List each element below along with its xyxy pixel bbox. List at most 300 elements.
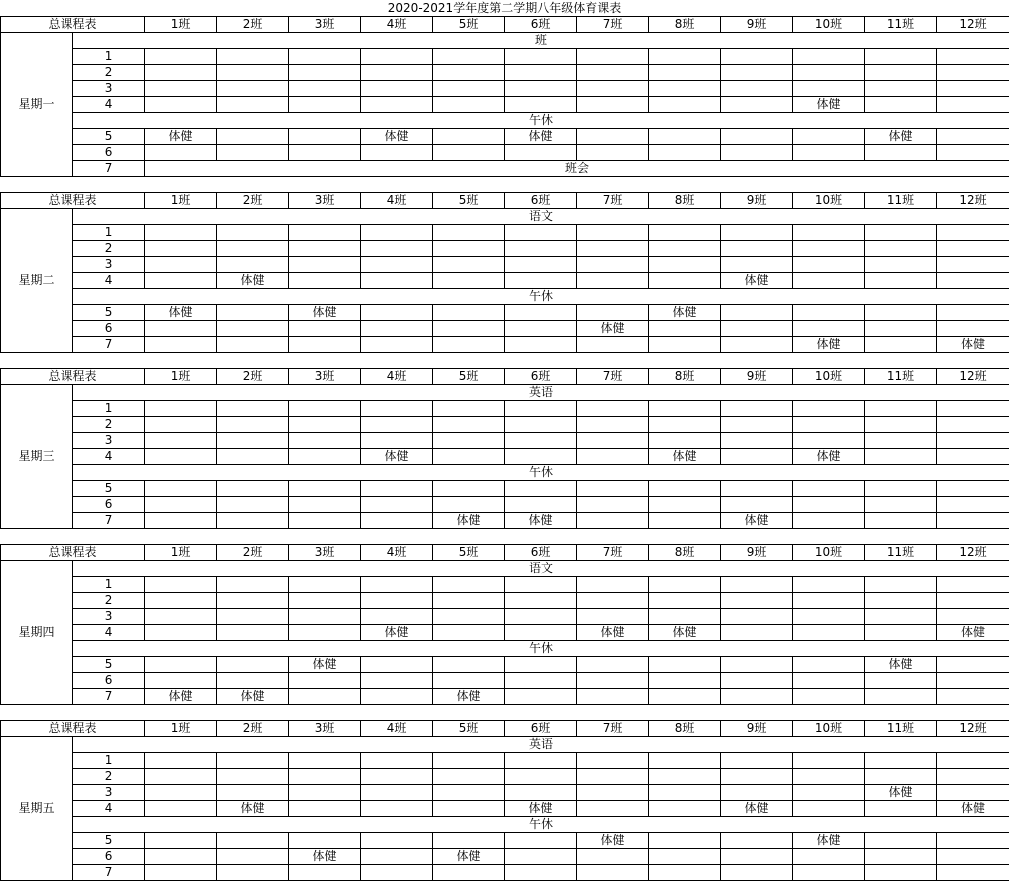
schedule-cell: [505, 785, 577, 801]
period-row: [1, 241, 1009, 257]
class-header: 6班: [505, 369, 577, 385]
schedule-cell: 体健: [145, 129, 217, 145]
schedule-cell: [361, 433, 433, 449]
schedule-cell: [865, 833, 937, 849]
schedule-cell: [217, 593, 289, 609]
schedule-cell: [937, 321, 1009, 337]
period-row: [1, 273, 1009, 289]
period-row: [1, 753, 1009, 769]
schedule-cell: [649, 769, 721, 785]
schedule-cell: 体健: [793, 97, 865, 113]
schedule-cell: [505, 145, 577, 161]
schedule-cell: [865, 225, 937, 241]
period-row: [1, 65, 1009, 81]
class-header: 11班: [865, 17, 937, 33]
schedule-cell: [361, 337, 433, 353]
schedule-cell: [577, 225, 649, 241]
period-row: [1, 81, 1009, 97]
schedule-cell: [865, 65, 937, 81]
schedule-cell: [793, 417, 865, 433]
period-number: 1: [73, 49, 145, 65]
schedule-cell: [505, 273, 577, 289]
schedule-cell: [577, 337, 649, 353]
schedule-cell: [505, 257, 577, 273]
schedule-cell: 体健: [361, 625, 433, 641]
schedule-cell: 体健: [577, 625, 649, 641]
period-number: 7: [73, 689, 145, 705]
schedule-cell: [721, 321, 793, 337]
schedule-cell: [433, 129, 505, 145]
schedule-cell: [217, 753, 289, 769]
schedule-cell: 体健: [289, 305, 361, 321]
top-label: 语文: [73, 561, 1009, 577]
schedule-cell: [865, 49, 937, 65]
class-header: 9班: [721, 17, 793, 33]
schedule-cell: [721, 65, 793, 81]
schedule-cell: [793, 753, 865, 769]
schedule-cell: [649, 273, 721, 289]
corner-label: 总课程表: [1, 193, 145, 209]
class-header: 3班: [289, 369, 361, 385]
period-number: 4: [73, 449, 145, 465]
schedule-cell: [361, 609, 433, 625]
schedule-cell: [577, 49, 649, 65]
schedule-cell: 体健: [289, 849, 361, 865]
schedule-cell: [361, 81, 433, 97]
schedule-cell: [217, 673, 289, 689]
schedule-cell: 体健: [433, 689, 505, 705]
schedule-cell: [721, 609, 793, 625]
period-row: [1, 321, 1009, 337]
header-row: [1, 545, 1009, 561]
top-label: 英语: [73, 737, 1009, 753]
schedule-cell: [289, 129, 361, 145]
schedule-cell: [721, 865, 793, 881]
schedule-cell: [361, 225, 433, 241]
schedule-cell: [289, 593, 361, 609]
schedule-cell: [649, 577, 721, 593]
schedule-cell: [721, 241, 793, 257]
schedule-cell: [217, 577, 289, 593]
schedule-cell: [793, 257, 865, 273]
header-row: [1, 721, 1009, 737]
schedule-cell: [721, 449, 793, 465]
schedule-cell: [577, 81, 649, 97]
schedule-cell: [145, 401, 217, 417]
period-number: 1: [73, 577, 145, 593]
period-number: 2: [73, 769, 145, 785]
schedule-cell: [721, 785, 793, 801]
schedule-cell: [289, 65, 361, 81]
schedule-cell: [289, 273, 361, 289]
schedule-cell: [433, 337, 505, 353]
schedule-cell: [433, 241, 505, 257]
schedule-cell: [145, 577, 217, 593]
period-row: [1, 145, 1009, 161]
period-number: 4: [73, 273, 145, 289]
schedule-cell: [505, 65, 577, 81]
period-number: 3: [73, 785, 145, 801]
period-row: [1, 577, 1009, 593]
period-number: 5: [73, 305, 145, 321]
schedule-cell: [217, 433, 289, 449]
schedule-cell: [433, 81, 505, 97]
schedule-cell: [937, 577, 1009, 593]
schedule-cell: [145, 257, 217, 273]
schedule-cell: [865, 257, 937, 273]
schedule-cell: [649, 81, 721, 97]
period-number: 7: [73, 337, 145, 353]
schedule-cell: [865, 273, 937, 289]
schedule-cell: [721, 689, 793, 705]
period-row: [1, 801, 1009, 817]
schedule-cell: [145, 449, 217, 465]
schedule-cell: [793, 577, 865, 593]
class-header: 2班: [217, 369, 289, 385]
schedule-cell: [217, 337, 289, 353]
schedule-cell: [289, 49, 361, 65]
schedule-cell: [577, 481, 649, 497]
schedule-cell: [145, 753, 217, 769]
schedule-cell: [289, 497, 361, 513]
schedule-cell: [649, 673, 721, 689]
schedule-cell: [793, 657, 865, 673]
period-row: [1, 225, 1009, 241]
schedule-cell: 体健: [217, 689, 289, 705]
schedule-cell: [937, 401, 1009, 417]
period-number: 3: [73, 609, 145, 625]
schedule-cell: [649, 497, 721, 513]
schedule-cell: [721, 657, 793, 673]
schedule-cell: [937, 225, 1009, 241]
schedule-cell: [865, 673, 937, 689]
schedule-cell: 体健: [865, 657, 937, 673]
schedule-cell: [937, 513, 1009, 529]
schedule-cell: [577, 769, 649, 785]
schedule-cell: [793, 785, 865, 801]
class-header: 12班: [937, 545, 1009, 561]
schedule-cell: [361, 305, 433, 321]
schedule-cell: 体健: [721, 801, 793, 817]
schedule-cell: [865, 401, 937, 417]
period-row: [1, 769, 1009, 785]
schedule-cell: 体健: [721, 273, 793, 289]
period-number: 7: [73, 161, 145, 177]
schedule-cell: [217, 449, 289, 465]
schedule-cell: [793, 865, 865, 881]
class-header: 12班: [937, 193, 1009, 209]
schedule-cell: [433, 593, 505, 609]
schedule-cell: [289, 241, 361, 257]
schedule-cell: [433, 497, 505, 513]
schedule-cell: [937, 305, 1009, 321]
period-number: 6: [73, 321, 145, 337]
period-row: [1, 97, 1009, 113]
schedule-cell: [793, 129, 865, 145]
schedule-cell: [361, 417, 433, 433]
lunch-label: 午休: [73, 289, 1009, 305]
schedule-cell: [649, 433, 721, 449]
class-header: 6班: [505, 721, 577, 737]
class-header: 9班: [721, 721, 793, 737]
schedule-cell: 体健: [865, 129, 937, 145]
schedule-cell: [649, 49, 721, 65]
period-number: 1: [73, 401, 145, 417]
class-header: 4班: [361, 545, 433, 561]
schedule-cell: [865, 801, 937, 817]
period-number: 4: [73, 801, 145, 817]
class-header: 4班: [361, 721, 433, 737]
schedule-cell: [361, 497, 433, 513]
schedule-cell: [145, 81, 217, 97]
schedule-cell: [433, 305, 505, 321]
corner-label: 总课程表: [1, 545, 145, 561]
class-header: 10班: [793, 545, 865, 561]
schedule-cell: [865, 145, 937, 161]
schedule-cell: [937, 609, 1009, 625]
schedule-cell: [577, 609, 649, 625]
class-header: 7班: [577, 17, 649, 33]
schedule-cell: [145, 625, 217, 641]
schedule-cell: [145, 145, 217, 161]
schedule-cell: [145, 417, 217, 433]
schedule-cell: [793, 593, 865, 609]
schedule-cell: [721, 97, 793, 113]
period-number: 6: [73, 849, 145, 865]
schedule-cell: [865, 849, 937, 865]
schedule-cell: [721, 769, 793, 785]
schedule-cell: [289, 337, 361, 353]
class-header: 3班: [289, 17, 361, 33]
schedule-cell: [577, 689, 649, 705]
schedule-cell: [505, 225, 577, 241]
period-row: [1, 657, 1009, 673]
period-row: [1, 305, 1009, 321]
lunch-row: [1, 817, 1009, 833]
schedule-cell: 体健: [145, 305, 217, 321]
period-row: [1, 497, 1009, 513]
class-header: 4班: [361, 193, 433, 209]
schedule-cell: [937, 49, 1009, 65]
class-header: 4班: [361, 369, 433, 385]
schedule-cell: 体健: [649, 305, 721, 321]
period-number: 1: [73, 753, 145, 769]
schedule-cell: 体健: [793, 449, 865, 465]
class-header: 2班: [217, 193, 289, 209]
schedule-cell: [433, 673, 505, 689]
schedule-cell: [433, 97, 505, 113]
schedule-cell: [289, 673, 361, 689]
schedule-cell: [649, 785, 721, 801]
schedule-cell: [145, 657, 217, 673]
lunch-row: [1, 289, 1009, 305]
schedule-cell: [649, 801, 721, 817]
schedule-cell: [433, 401, 505, 417]
class-header: 8班: [649, 545, 721, 561]
schedule-cell: [217, 321, 289, 337]
lunch-row: [1, 641, 1009, 657]
schedule-cell: [217, 833, 289, 849]
period-row: [1, 337, 1009, 353]
schedule-cell: 体健: [505, 129, 577, 145]
schedule-cell: [217, 145, 289, 161]
schedule-cell: [433, 433, 505, 449]
schedule-cell: [937, 865, 1009, 881]
schedule-cell: 体健: [649, 449, 721, 465]
class-header: 1班: [145, 17, 217, 33]
schedule-cell: [793, 305, 865, 321]
schedule-cell: [577, 97, 649, 113]
schedule-cell: [289, 321, 361, 337]
schedule-cell: [865, 689, 937, 705]
schedule-cell: [361, 753, 433, 769]
day-name: 星期五: [1, 737, 73, 881]
schedule-cell: [361, 769, 433, 785]
schedule-cell: [577, 801, 649, 817]
period-row: [1, 865, 1009, 881]
schedule-cell: [505, 49, 577, 65]
schedule-cell: [793, 321, 865, 337]
class-header: 6班: [505, 193, 577, 209]
schedule-cell: [505, 481, 577, 497]
header-row: [1, 369, 1009, 385]
schedule-cell: [937, 833, 1009, 849]
schedule-cell: 体健: [865, 785, 937, 801]
schedule-cell: [505, 865, 577, 881]
schedule-cell: [289, 513, 361, 529]
schedule-cell: [217, 257, 289, 273]
schedule-cell: [433, 753, 505, 769]
schedule-cell: [505, 577, 577, 593]
merged-activity: 班会: [145, 161, 1009, 177]
schedule-cell: [649, 97, 721, 113]
schedule-cell: [793, 801, 865, 817]
schedule-cell: [649, 833, 721, 849]
schedule-cell: [721, 257, 793, 273]
class-header: 2班: [217, 17, 289, 33]
period-number: 5: [73, 657, 145, 673]
schedule-cell: [937, 753, 1009, 769]
schedule-cell: [865, 753, 937, 769]
schedule-cell: [865, 433, 937, 449]
period-number: 4: [73, 97, 145, 113]
schedule-cell: [721, 433, 793, 449]
schedule-cell: [145, 769, 217, 785]
class-header: 1班: [145, 545, 217, 561]
schedule-cell: [505, 849, 577, 865]
schedule-cell: [793, 689, 865, 705]
schedule-cell: [649, 145, 721, 161]
schedule-cell: [793, 609, 865, 625]
period-number: 2: [73, 593, 145, 609]
schedule-cell: [289, 417, 361, 433]
schedule-cell: [793, 497, 865, 513]
schedule-cell: 体健: [937, 337, 1009, 353]
schedule-cell: [865, 769, 937, 785]
schedule-cell: [361, 593, 433, 609]
schedule-cell: [937, 769, 1009, 785]
schedule-cell: [433, 417, 505, 433]
schedule-cell: 体健: [217, 801, 289, 817]
schedule-cell: [505, 81, 577, 97]
schedule-cell: [217, 657, 289, 673]
schedule-cell: [937, 97, 1009, 113]
corner-label: 总课程表: [1, 369, 145, 385]
schedule-cell: [289, 257, 361, 273]
schedule-cell: [721, 625, 793, 641]
schedule-cell: [145, 833, 217, 849]
schedule-cell: [217, 865, 289, 881]
period-row: [1, 161, 1009, 177]
schedule-cell: [361, 833, 433, 849]
schedule-cell: [937, 241, 1009, 257]
schedule-cell: [289, 81, 361, 97]
schedule-cell: [793, 225, 865, 241]
schedule-cell: [721, 481, 793, 497]
schedule-cell: [721, 673, 793, 689]
schedule-cell: [721, 81, 793, 97]
class-header: 2班: [217, 721, 289, 737]
schedule-cell: [145, 65, 217, 81]
schedule-cell: [937, 81, 1009, 97]
schedule-cell: [289, 449, 361, 465]
schedule-cell: [361, 513, 433, 529]
schedule-cell: [793, 481, 865, 497]
schedule-cell: 体健: [145, 689, 217, 705]
schedule-cell: [433, 577, 505, 593]
schedule-cell: [433, 609, 505, 625]
blank-separator: [0, 528, 1009, 544]
schedule-cell: [433, 785, 505, 801]
schedule-cell: [937, 849, 1009, 865]
schedule-cell: [505, 673, 577, 689]
top-label: 英语: [73, 385, 1009, 401]
class-header: 11班: [865, 545, 937, 561]
class-header: 10班: [793, 193, 865, 209]
schedule-cell: [289, 97, 361, 113]
top-label: 班: [73, 33, 1009, 49]
period-number: 3: [73, 433, 145, 449]
schedule-cell: [289, 145, 361, 161]
schedule-cell: [937, 785, 1009, 801]
schedule-cell: [145, 609, 217, 625]
schedule-cell: [433, 49, 505, 65]
schedule-cell: [433, 833, 505, 849]
schedule-cell: [217, 49, 289, 65]
day-table: [0, 720, 1009, 881]
schedule-cell: [505, 417, 577, 433]
schedule-cell: [289, 433, 361, 449]
lunch-label: 午休: [73, 641, 1009, 657]
schedule-cell: [649, 241, 721, 257]
schedule-cell: [721, 497, 793, 513]
schedule-cell: [793, 49, 865, 65]
class-header: 4班: [361, 17, 433, 33]
period-number: 5: [73, 833, 145, 849]
schedule-cell: [505, 401, 577, 417]
schedule-cell: [865, 609, 937, 625]
schedule-cell: [505, 657, 577, 673]
period-row: [1, 625, 1009, 641]
schedule-cell: [433, 481, 505, 497]
schedule-cell: [649, 657, 721, 673]
period-number: 7: [73, 865, 145, 881]
schedule-cell: [649, 65, 721, 81]
class-header: 2班: [217, 545, 289, 561]
schedule-cell: [865, 513, 937, 529]
schedule-cell: [937, 673, 1009, 689]
schedule-cell: [721, 833, 793, 849]
